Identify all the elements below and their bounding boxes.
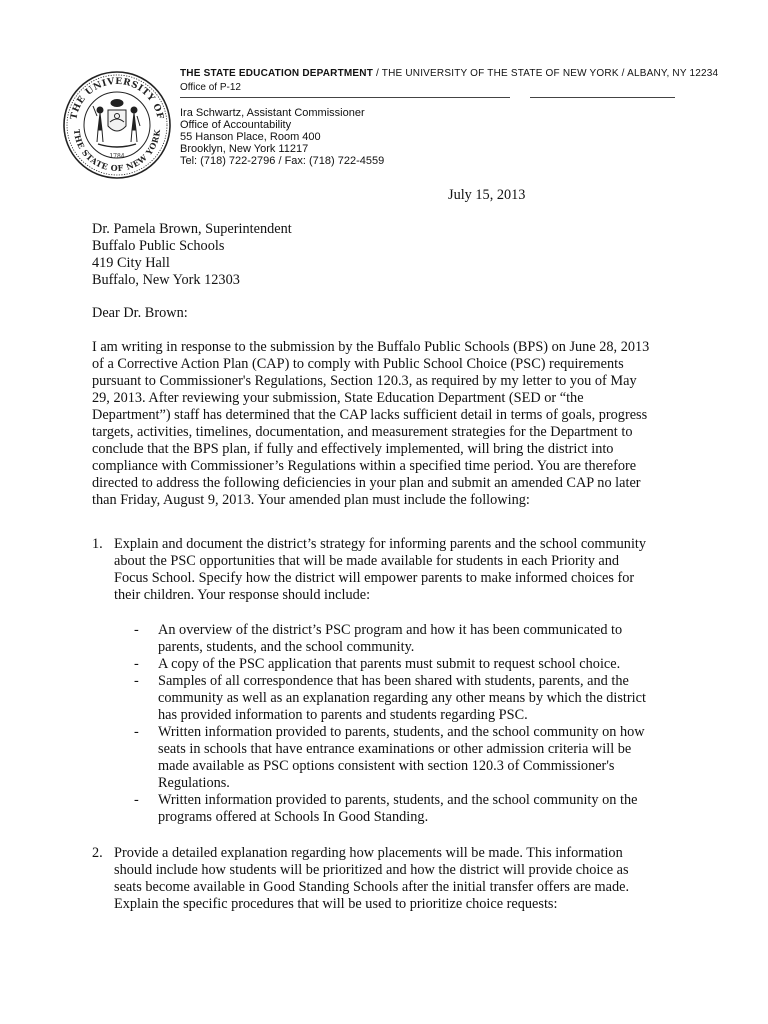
bullet-line: Written information provided to parents, students, and the school community on the — [158, 792, 638, 808]
body-line: 29, 2013. After reviewing your submission, State Education Department (SED or “the — [92, 390, 584, 406]
bullet-line: Written information provided to parents, students, and the school community on how — [158, 724, 645, 740]
body-line: of a Corrective Action Plan (CAP) to comply with Public School Choice (PSC) requirements — [92, 356, 624, 372]
letterhead-rule-left — [180, 97, 510, 98]
item-line: Explain the specific procedures that will be used to prioritize choice requests: — [114, 896, 558, 912]
item-line: Focus School. Specify how the district will empower parents to make informed choices for — [114, 570, 635, 586]
letterhead-rule-right — [530, 97, 675, 98]
item-line: seats become available in Good Standing Schools after the initial transfer offers are made. — [114, 879, 630, 895]
bullet-line: Regulations. — [158, 775, 230, 791]
bullet-line: programs offered at Schools In Good Standing. — [158, 809, 429, 825]
letterhead-title — [180, 68, 718, 79]
item-number: 1. — [92, 536, 103, 552]
body-line: than Friday, August 9, 2013. Your amended plan must include the following: — [92, 492, 530, 508]
university-address: / THE UNIVERSITY OF THE STATE OF NEW YORK / ALBANY, NY 12234 — [373, 68, 719, 79]
bullet-line: made available as PSC options consistent with section 120.3 of Commissioner's — [158, 758, 615, 774]
bullet-line: seats in schools that have entrance examinations or other admission criteria will be — [158, 741, 632, 757]
body-line: directed to address the following deficiencies in your plan and submit an amended CAP no later — [92, 475, 641, 491]
recipient-organization: Buffalo Public Schools — [92, 238, 225, 254]
bullet-dash: - — [134, 724, 139, 740]
recipient-block — [92, 221, 292, 289]
sender-city: Brooklyn, New York 11217 — [180, 143, 309, 155]
bullet-line: has provided information to parents and students regarding PSC. — [158, 707, 528, 723]
body-line: pursuant to Commissioner's Regulations, Section 120.3, as required by my letter to you of May — [92, 373, 637, 389]
bullet-dash: - — [134, 656, 139, 672]
sender-name: Ira Schwartz, Assistant Commissioner — [180, 107, 365, 119]
state-seal-icon — [62, 70, 172, 180]
department-name: THE STATE EDUCATION DEPARTMENT — [180, 68, 374, 79]
item-line: Provide a detailed explanation regarding how placements will be made. This information — [114, 845, 623, 861]
seal-text-bottom: THE STATE OF NEW YORK — [71, 128, 163, 174]
bullet-line: Samples of all correspondence that has been shared with students, parents, and the — [158, 673, 629, 689]
intro-paragraph — [92, 339, 692, 509]
sender-office: Office of Accountability — [180, 119, 292, 131]
seal-year: 1784 — [109, 153, 125, 160]
bullet-dash: - — [134, 673, 139, 689]
recipient-city: Buffalo, New York 12303 — [92, 272, 240, 288]
bullet-dash: - — [134, 792, 139, 808]
item-line: Explain and document the district’s strategy for informing parents and the school community — [114, 536, 647, 552]
body-line: Department”) staff has determined that the CAP lacks sufficient detail in terms of goals, progress — [92, 407, 648, 423]
item-line: should include how students will be prioritized and how the district will provide choice as — [114, 862, 629, 878]
body-line: conclude that the BPS plan, if fully and effectively implemented, will bring the district into — [92, 441, 614, 457]
body-line: compliance with Commissioner’s Regulations within a specified time period. You are therefore — [92, 458, 637, 474]
bullet-line: parents, students, and the school community. — [158, 639, 415, 655]
office-name: Office of P-12 — [180, 82, 241, 93]
bullet-dash: - — [134, 622, 139, 638]
sender-phone: Tel: (718) 722-2796 / Fax: (718) 722-4559 — [180, 155, 385, 167]
item-line: their children. Your response should include: — [114, 587, 371, 603]
bullet-line: A copy of the PSC application that parents must submit to request school choice. — [158, 656, 621, 672]
recipient-name: Dr. Pamela Brown, Superintendent — [92, 221, 292, 237]
letter-date: July 15, 2013 — [448, 187, 526, 203]
recipient-street: 419 City Hall — [92, 255, 170, 271]
body-line: I am writing in response to the submission by the Buffalo Public Schools (BPS) on June 28, 2013 — [92, 339, 650, 355]
seal-text-top: THE UNIVERSITY OF — [69, 76, 165, 121]
salutation: Dear Dr. Brown: — [92, 305, 188, 321]
sender-block — [180, 107, 384, 167]
bullet-line: community as well as an explanation regarding any other means by which the district — [158, 690, 646, 706]
bullet-line: An overview of the district’s PSC program and how it has been communicated to — [158, 622, 623, 638]
item-number: 2. — [92, 845, 103, 861]
body-line: targets, activities, timelines, documentation, and measurement strategies for the Department to — [92, 424, 633, 440]
item-line: about the PSC opportunities that will be made available for students in each Priority and — [114, 553, 620, 569]
sender-street: 55 Hanson Place, Room 400 — [180, 131, 321, 143]
